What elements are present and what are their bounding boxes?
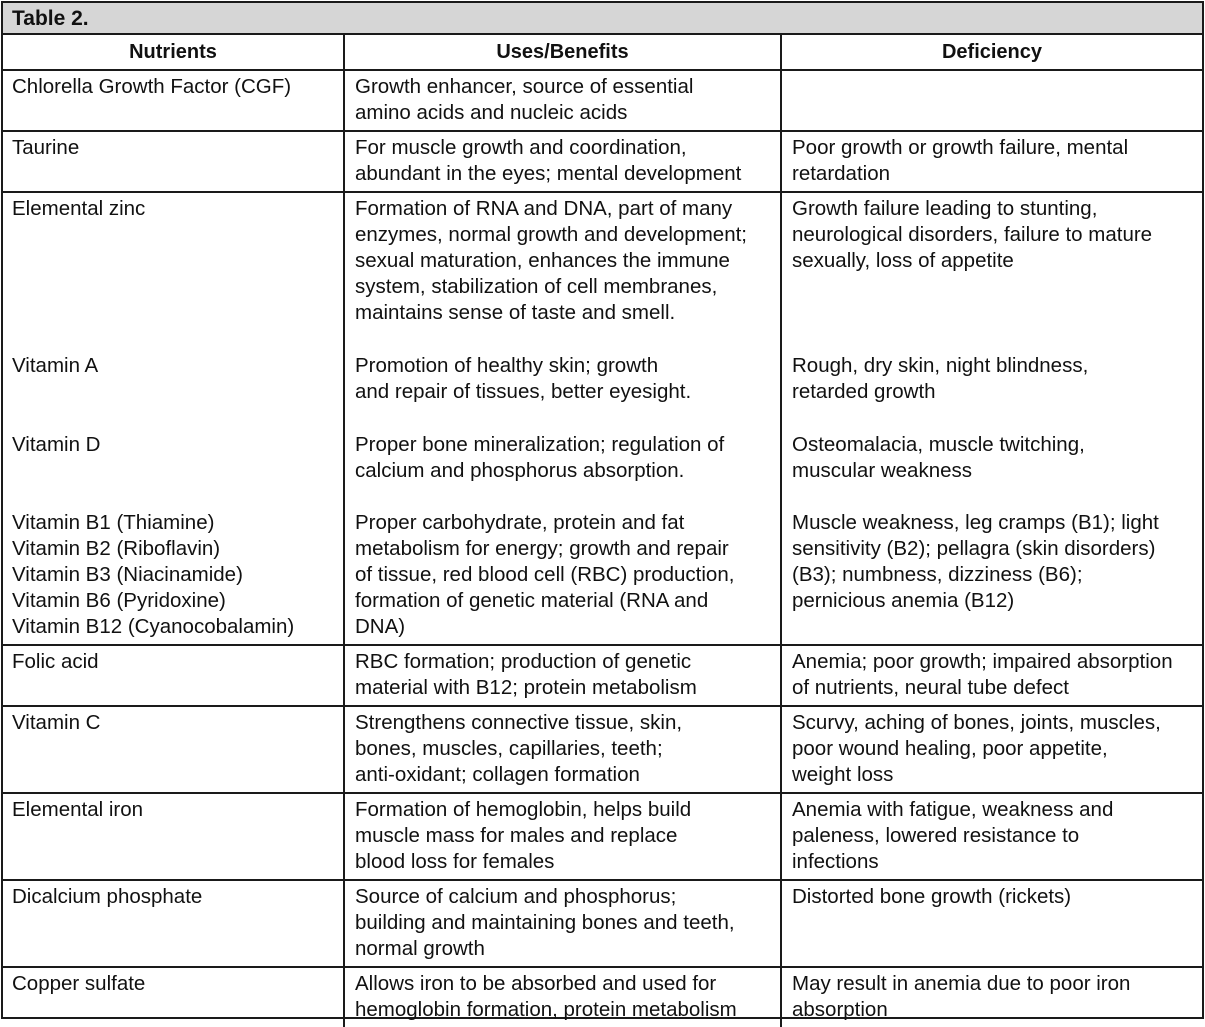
uses-cell: Promotion of healthy skin; growth and repair of tissues, better eyesight. (344, 350, 781, 429)
deficiency-cell: Anemia; poor growth; impaired absorption of nutrients, neural tube defect (781, 645, 1202, 706)
table-row (3, 967, 1202, 1027)
uses-cell: Formation of RNA and DNA, part of many enzymes, normal growth and development; sexual maturation, enhances the immune system, stabilization of cell membranes, maintains sense of taste and smell. (344, 192, 781, 350)
nutrient-table (3, 35, 1202, 1027)
table-row (3, 793, 1202, 880)
header-row (3, 35, 1202, 70)
uses-cell: Proper carbohydrate, protein and fat metabolism for energy; growth and repair of tissue, red blood cell (RBC) production, formation of genetic material (RNA and DNA) (344, 507, 781, 645)
deficiency-cell: Rough, dry skin, night blindness, retarded growth (792, 354, 1089, 403)
deficiency-cell: May result in anemia due to poor iron absorption (792, 972, 1131, 1021)
table-row (3, 192, 1202, 350)
deficiency-cell: Poor growth or growth failure, mental retardation (781, 131, 1202, 192)
table-title: Table 2. (3, 3, 1202, 35)
deficiency-cell: Muscle weakness, leg cramps (B1); light sensitivity (B2); pellagra (skin disorders) (B3); numbness, dizziness (B6); pernicious anemia (B12) (781, 507, 1202, 645)
nutrient-cell: Vitamin B1 (Thiamine) Vitamin B2 (Riboflavin) Vitamin B3 (Niacinamide) Vitamin B6 (Pyridoxine) Vitamin B12 (Cyanocobalamin) (3, 507, 344, 645)
deficiency-cell: Anemia with fatigue, weakness and paleness, lowered resistance to infections (781, 793, 1202, 880)
uses-cell: Growth enhancer, source of essential amino acids and nucleic acids (344, 70, 781, 131)
nutrient-cell: Vitamin A (3, 350, 344, 429)
nutrient-cell: Dicalcium phosphate (3, 880, 344, 967)
nutrient-cell: Elemental iron (3, 793, 344, 880)
deficiency-cell: Distorted bone growth (rickets) (781, 880, 1202, 967)
deficiency-cell (781, 70, 1202, 131)
nutrient-cell: Taurine (3, 131, 344, 192)
nutrient-cell: Elemental zinc (3, 192, 344, 350)
nutrient-cell: Chlorella Growth Factor (CGF) (3, 70, 344, 131)
deficiency-cell: Osteomalacia, muscle twitching, muscular weakness (792, 433, 1085, 482)
table-row (3, 880, 1202, 967)
table-row (3, 131, 1202, 192)
nutrient-table-frame (1, 1, 1204, 1019)
deficiency-cell: Growth failure leading to stunting, neurological disorders, failure to mature sexually, loss of appetite (792, 197, 1153, 272)
table-row (3, 70, 1202, 131)
uses-cell: Strengthens connective tissue, skin, bones, muscles, capillaries, teeth; anti-oxidant; collagen formation (344, 706, 781, 793)
table-row (3, 706, 1202, 793)
header-nutrients: Nutrients (3, 35, 344, 70)
uses-cell: Allows iron to be absorbed and used for hemoglobin formation, protein metabolism (344, 967, 781, 1027)
nutrient-cell: Copper sulfate (3, 967, 344, 1027)
deficiency-cell: Scurvy, aching of bones, joints, muscles, poor wound healing, poor appetite, weight loss (781, 706, 1202, 793)
uses-cell: Source of calcium and phosphorus; building and maintaining bones and teeth, normal growth (344, 880, 781, 967)
uses-cell: Formation of hemoglobin, helps build muscle mass for males and replace blood loss for females (344, 793, 781, 880)
table-row (3, 350, 1202, 429)
nutrient-cell: Folic acid (3, 645, 344, 706)
nutrient-cell: Vitamin D (3, 429, 344, 507)
table-row (3, 429, 1202, 507)
table-row (3, 645, 1202, 706)
table-row (3, 507, 1202, 645)
nutrient-cell: Vitamin C (3, 706, 344, 793)
uses-cell: Proper bone mineralization; regulation of calcium and phosphorus absorption. (344, 429, 781, 507)
uses-cell: For muscle growth and coordination, abundant in the eyes; mental development (344, 131, 781, 192)
uses-cell: RBC formation; production of genetic material with B12; protein metabolism (344, 645, 781, 706)
header-uses-benefits: Uses/Benefits (344, 35, 781, 70)
header-deficiency: Deficiency (781, 35, 1202, 70)
